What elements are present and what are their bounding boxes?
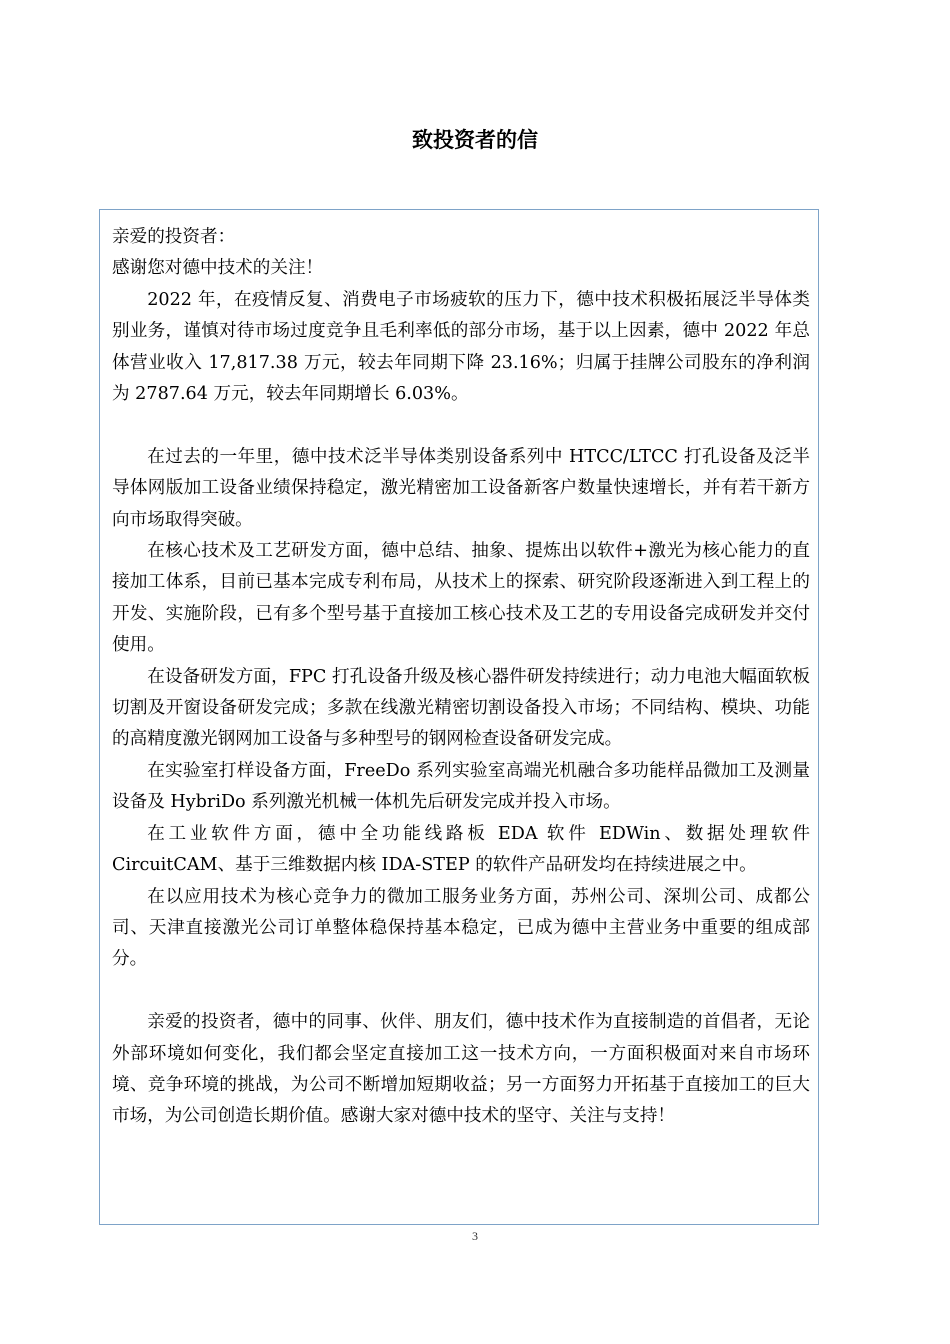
paragraph-financial-summary: 2022 年，在疫情反复、消费电子市场疲软的压力下，德中技术积极拓展泛半导体类别业务，谨慎对待市场过度竞争且毛利率低的部分市场，基于以上因素，德中 2022 年总体营业收入 17,817.38 万元，较去年同期下降 23.16%；归属于挂牌公司股东的净利润为 2787.64 万元，较去年同期增长 6.03%。	[112, 289, 810, 405]
paragraph-core-technology: 在核心技术及工艺研发方面，德中总结、抽象、提炼出以软件+激光为核心能力的直接加工体系，目前已基本完成专利布局，从技术上的探索、研究阶段逐渐进入到工程上的开发、实施阶段，已有多个型号基于直接加工核心技术及工艺的专用设备完成研发并交付使用。	[112, 541, 810, 656]
letter-box	[99, 209, 819, 1225]
salutation: 亲爱的投资者：	[112, 227, 236, 247]
paragraph-closing: 亲爱的投资者，德中的同事、伙伴、朋友们，德中技术作为直接制造的首倡者，无论外部环境如何变化，我们都会坚定直接加工这一技术方向，一方面积极面对来自市场环境、竞争环境的挑战，为公司不断增加短期收益；另一方面努力开拓基于直接加工的巨大市场，为公司创造长期价值。感谢大家对德中技术的坚守、关注与支持！	[112, 1012, 810, 1127]
letter-body	[112, 222, 810, 1133]
paragraph-semiconductor-equipment: 在过去的一年里，德中技术泛半导体类别设备系列中 HTCC/LTCC 打孔设备及泛半导体网版加工设备业绩保持稳定，激光精密加工设备新客户数量快速增长，并有若干新方向市场取得突破。	[112, 446, 810, 530]
paragraph-industrial-software: 在工业软件方面，德中全功能线路板 EDA 软件 EDWin、数据处理软件 CircuitCAM、基于三维数据内核 IDA-STEP 的软件产品研发均在持续进展之中。	[112, 823, 810, 876]
paragraph-micromachining-services: 在以应用技术为核心竞争力的微加工服务业务方面，苏州公司、深圳公司、成都公司、天津直接激光公司订单整体稳保持基本稳定，已成为德中主营业务中重要的组成部分。	[112, 886, 810, 970]
paragraph-lab-equipment: 在实验室打样设备方面，FreeDo 系列实验室高端光机融合多功能样品微加工及测量设备及 HybriDo 系列激光机械一体机先后研发完成并投入市场。	[112, 760, 810, 813]
page-number: 3	[472, 1229, 478, 1243]
thanks-line: 感谢您对德中技术的关注！	[112, 258, 324, 279]
paragraph-equipment-rd: 在设备研发方面，FPC 打孔设备升级及核心器件研发持续进行；动力电池大幅面软板切割及开窗设备研发完成；多款在线激光精密切割设备投入市场；不同结构、模块、功能的高精度激光钢网加工设备与多种型号的钢网检查设备研发完成。	[112, 666, 810, 750]
page-title: 致投资者的信	[412, 128, 538, 152]
